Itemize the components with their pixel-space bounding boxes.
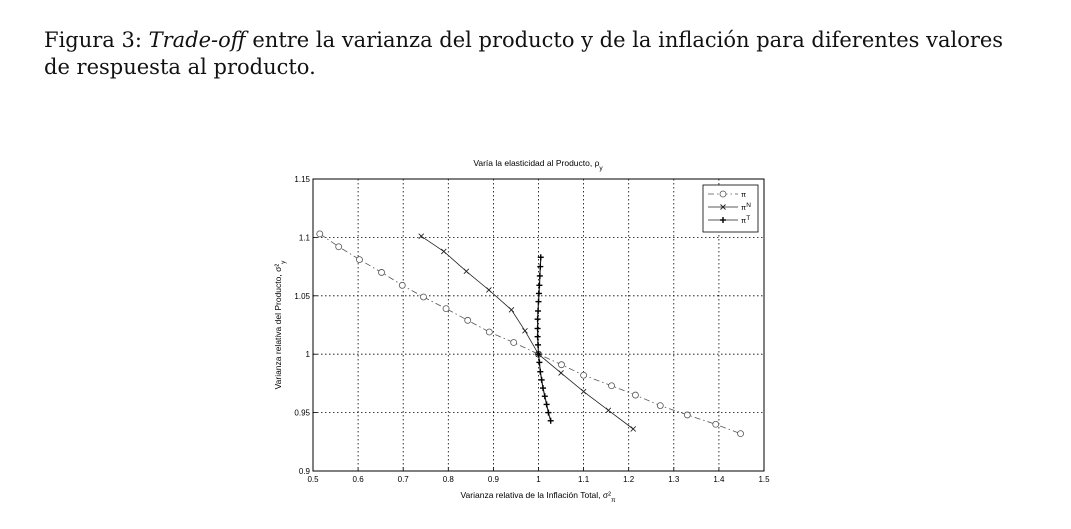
data-point: [606, 408, 611, 413]
data-point: [632, 392, 638, 398]
data-point: [419, 234, 424, 239]
data-point: [536, 282, 542, 288]
data-point: [559, 362, 565, 368]
y-tick-label: 1: [305, 350, 310, 360]
data-point: [581, 389, 586, 394]
data-point: [559, 370, 564, 375]
x-tick-label: 0.8: [442, 475, 454, 484]
data-point: [443, 306, 449, 312]
x-tick-label: 0.7: [397, 475, 409, 484]
data-point: [379, 269, 385, 275]
x-tick-label: 0.5: [307, 475, 319, 484]
legend: [703, 185, 758, 232]
data-point: [539, 377, 545, 383]
x-axis-label: Varianza relativa de la Inflación Total, $\sigma^2_\pi$: [460, 490, 616, 504]
x-tick-label: 1.5: [758, 475, 770, 484]
legend-box: [703, 185, 758, 232]
data-point: [537, 369, 543, 375]
data-point: [464, 269, 469, 274]
data-point: [465, 317, 471, 323]
data-point: [536, 299, 542, 305]
data-point: [544, 401, 550, 407]
grid: [313, 179, 764, 471]
data-point: [317, 231, 323, 237]
data-point: [486, 329, 492, 335]
data-point: [511, 340, 517, 346]
data-point: [399, 282, 405, 288]
data-point: [684, 412, 690, 418]
data-point: [713, 421, 719, 427]
data-point: [486, 287, 491, 292]
data-point: [581, 372, 587, 378]
data-point: [631, 426, 636, 431]
series-group: [317, 231, 744, 437]
caption-label: Figura 3:: [44, 28, 142, 52]
x-tick-label: 1.1: [578, 475, 590, 484]
data-point: [540, 385, 546, 391]
data-point: [356, 257, 362, 263]
x-tick-label: 0.6: [352, 475, 364, 484]
series-1: [317, 231, 744, 437]
series-3: [535, 254, 554, 424]
x-tick-label: 0.9: [487, 475, 499, 484]
legend-marker: [720, 191, 726, 197]
data-point: [536, 359, 542, 365]
x-tick-label: 1.2: [623, 475, 635, 484]
y-tick-label: 1.05: [294, 291, 310, 301]
data-point: [420, 294, 426, 300]
data-point: [535, 334, 541, 340]
caption-text: entre la varianza del producto y de la inflación para diferentes valores de respuesta al producto.: [44, 28, 1004, 79]
data-point: [535, 342, 541, 348]
data-point: [738, 431, 744, 437]
data-point: [537, 273, 543, 279]
data-point: [336, 244, 342, 250]
data-point: [535, 308, 541, 314]
data-point: [609, 383, 615, 389]
x-tick-label: 1.4: [713, 475, 725, 484]
data-point: [509, 307, 514, 312]
series-2: [419, 234, 636, 432]
series-line: [320, 234, 741, 434]
legend-label: $\pi^T$: [741, 214, 751, 225]
chart-title: Varía la elasticidad al Producto, $\rho_y$: [473, 158, 603, 172]
data-point: [535, 316, 541, 322]
data-point: [441, 249, 446, 254]
data-point: [657, 403, 663, 409]
y-tick-label: 1.15: [294, 175, 310, 184]
data-point: [542, 393, 548, 399]
data-point: [522, 328, 527, 333]
data-point: [548, 418, 554, 424]
data-point: [545, 410, 551, 416]
caption-tradeoff: Trade-off: [148, 28, 246, 52]
legend-label: π: [741, 190, 747, 199]
y-tick-label: 1.1: [298, 233, 310, 243]
legend-label: $\pi^N$: [741, 201, 751, 212]
y-tick-label: 0.95: [294, 408, 310, 418]
tick-labels: [294, 175, 770, 484]
x-tick-label: 1.3: [668, 475, 680, 484]
data-point: [535, 326, 541, 332]
x-tick-label: 1: [536, 475, 541, 484]
y-tick-label: 0.9: [298, 467, 310, 476]
y-axis-label: Varianza relativa del Producto, $\sigma^2_y$: [273, 260, 287, 390]
